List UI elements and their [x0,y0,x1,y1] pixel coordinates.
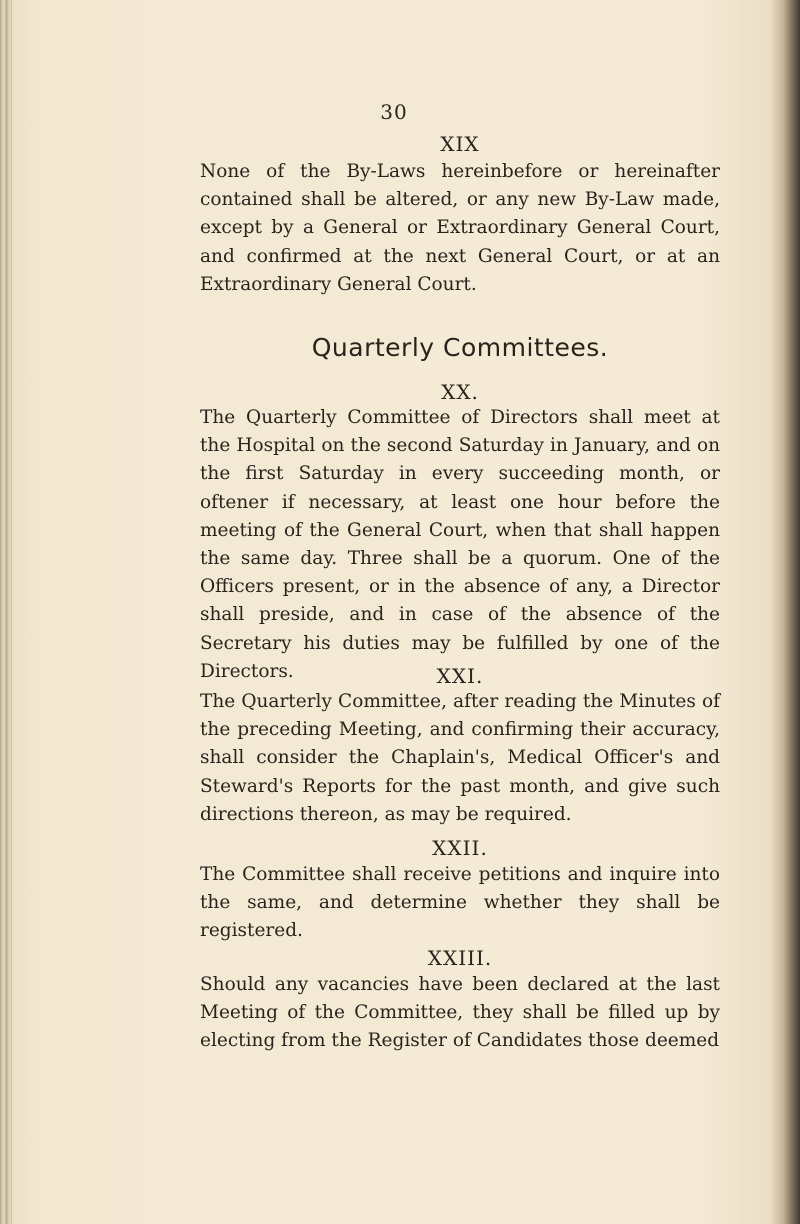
section-numeral-xxi: XXI. [436,664,484,688]
section-text-xx: The Quarterly Committee of Directors shall meet at the Hospital on the second Saturday in January, and on the first Saturday in every succeeding month, or oftener if necessary, at least one hour before the meeting of the General Court, when that shall happen the same day. Three shall be a quorum. One of the Officers present, or in the absence of any, a Director shall preside, and in case of the absence of the Secretary his duties may be fulfilled by one of the Directors. [200,407,720,682]
section-numeral-xxii: XXII. [432,836,488,860]
page-number: 30 [380,100,408,124]
section-text-xix: None of the By-Laws hereinbefore or hereinafter contained shall be altered, or any new By-Law made, except by a General or Extraordinary General Court, and confirmed at the next General Court, or at an Extraordinary General Court. [200,161,720,295]
section-numeral-xix: XIX [440,132,480,156]
page-fore-edge [770,0,800,1224]
section-numeral-xx: XX. [441,380,479,404]
section-numeral-xxiii: XXIII. [427,946,493,970]
section-text-xxi: The Quarterly Committee, after reading the Minutes of the preceding Meeting, and confirming their accuracy, shall consider the Chaplain's, Medical Officer's and Steward's Reports for the past month, and give such directions thereon, as may be required. [200,691,720,825]
page-binding-edge [0,0,12,1224]
section-heading: Quarterly Committees. [311,333,609,362]
section-text-xxiii: Should any vacancies have been declared at the last Meeting of the Committee, they shall be filled up by electing from the Register of Candidates those deemed [200,974,720,1052]
section-text-xxii: The Committee shall receive petitions and inquire into the same, and determine whether they shall be registered. [200,864,720,942]
